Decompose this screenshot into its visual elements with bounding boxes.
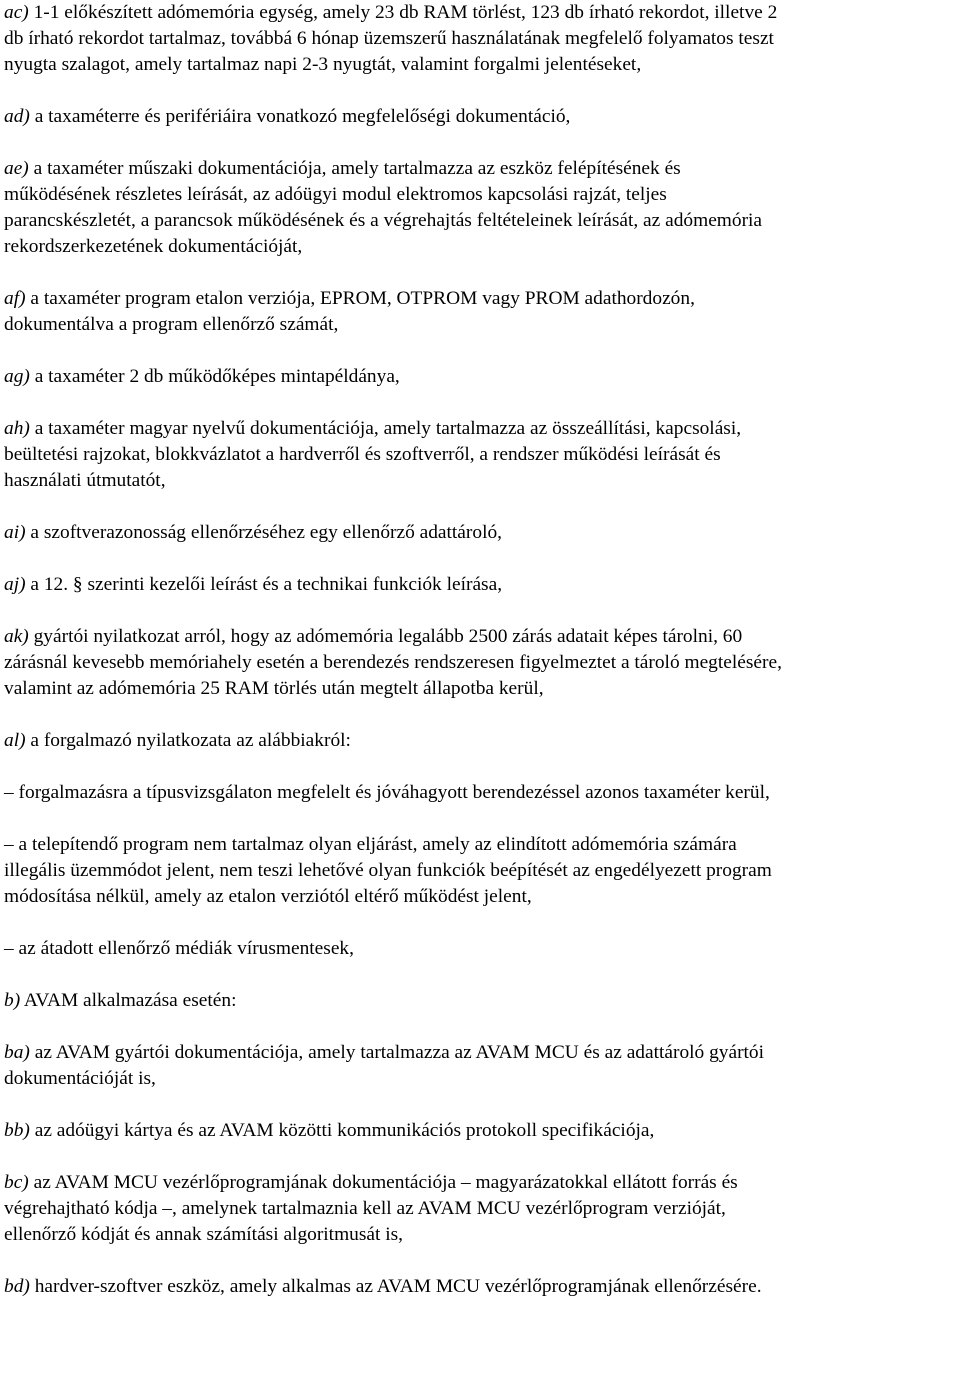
text-line (4, 1040, 956, 1066)
paragraph (4, 286, 956, 338)
paragraph (4, 780, 956, 806)
item-label: ac) (4, 2, 29, 23)
text-line (4, 208, 956, 234)
paragraph (4, 988, 956, 1014)
item-label: ba) (4, 1042, 30, 1063)
line-text: beültetési rajzokat, blokkvázlatot a hardverről és szoftverről, a rendszer működési leírását és (4, 444, 721, 465)
item-label: af) (4, 288, 26, 309)
line-text: módosítása nélkül, amely az etalon verziótól eltérő működést jelent, (4, 886, 532, 907)
text-line (4, 1066, 956, 1092)
line-text: – a telepítendő program nem tartalmaz olyan eljárást, amely az elindított adómemória számára (4, 834, 737, 855)
line-text: hardver-szoftver eszköz, amely alkalmas az AVAM MCU vezérlőprogramjának ellenőrzésére. (29, 1276, 762, 1297)
item-label: ad) (4, 106, 30, 127)
paragraph (4, 0, 956, 78)
item-label: bd) (4, 1276, 30, 1297)
text-line (4, 104, 956, 130)
text-line (4, 0, 956, 26)
paragraph (4, 624, 956, 702)
text-line (4, 1196, 956, 1222)
item-label: aj) (4, 574, 26, 595)
line-text: – forgalmazásra a típusvizsgálaton megfelelt és jóváhagyott berendezéssel azonos taxaméter kerül, (4, 782, 770, 803)
item-label: ag) (4, 366, 30, 387)
item-label: bb) (4, 1120, 30, 1141)
text-line (4, 650, 956, 676)
paragraph (4, 1274, 956, 1300)
line-text: a 12. § szerinti kezelői leírást és a technikai funkciók leírása, (25, 574, 503, 595)
text-line (4, 936, 956, 962)
text-line (4, 156, 956, 182)
line-text: a taxaméter 2 db működőképes mintapéldánya, (29, 366, 400, 387)
text-line (4, 312, 956, 338)
line-text: gyártói nyilatkozat arról, hogy az adómemória legalább 2500 zárás adatait képes tárolni, 60 (28, 626, 743, 647)
line-text: a taxaméter műszaki dokumentációja, amely tartalmazza az eszköz felépítésének és (28, 158, 681, 179)
line-text: dokumentációját is, (4, 1068, 156, 1089)
paragraph (4, 364, 956, 390)
text-line (4, 468, 956, 494)
document-body (4, 0, 956, 1326)
line-text: rekordszerkezetének dokumentációját, (4, 236, 303, 257)
paragraph (4, 1040, 956, 1092)
paragraph (4, 156, 956, 260)
text-line (4, 624, 956, 650)
item-label: ak) (4, 626, 29, 647)
paragraph (4, 832, 956, 910)
line-text: működésének részletes leírását, az adóügyi modul elektromos kapcsolási rajzát, teljes (4, 184, 667, 205)
text-line (4, 182, 956, 208)
item-label: ae) (4, 158, 29, 179)
text-line (4, 1118, 956, 1144)
paragraph (4, 520, 956, 546)
item-label: ai) (4, 522, 26, 543)
paragraph (4, 1170, 956, 1248)
text-line (4, 676, 956, 702)
paragraph (4, 104, 956, 130)
paragraph (4, 1118, 956, 1144)
line-text: parancskészletét, a parancsok működésének és a végrehajtás feltételeinek leírását, az adómemória (4, 210, 763, 231)
item-label: b) (4, 990, 21, 1011)
text-line (4, 26, 956, 52)
text-line (4, 780, 956, 806)
text-line (4, 52, 956, 78)
line-text: db írható rekordot tartalmaz, továbbá 6 hónap üzemszerű használatának megfelelő folyamatos teszt (4, 28, 774, 49)
line-text: ellenőrző kódját és annak számítási algoritmusát is, (4, 1224, 404, 1245)
text-line (4, 520, 956, 546)
text-line (4, 364, 956, 390)
line-text: az adóügyi kártya és az AVAM közötti kommunikációs protokoll specifikációja, (29, 1120, 655, 1141)
line-text: nyugta szalagot, amely tartalmaz napi 2-3 nyugtát, valamint forgalmi jelentéseket, (4, 54, 642, 75)
line-text: használati útmutatót, (4, 470, 166, 491)
paragraph (4, 728, 956, 754)
text-line (4, 286, 956, 312)
text-line (4, 234, 956, 260)
line-text: a szoftverazonosság ellenőrzéséhez egy ellenőrző adattároló, (25, 522, 502, 543)
line-text: AVAM alkalmazása esetén: (20, 990, 237, 1011)
paragraph (4, 572, 956, 598)
text-line (4, 1222, 956, 1248)
text-line (4, 884, 956, 910)
line-text: a taxaméter magyar nyelvű dokumentációja, amely tartalmazza az összeállítási, kapcsolási, (29, 418, 742, 439)
line-text: zárásnál kevesebb memóriahely esetén a berendezés rendszeresen figyelmeztet a tároló megtelésére, (4, 652, 782, 673)
text-line (4, 728, 956, 754)
line-text: a forgalmazó nyilatkozata az alábbiakról: (25, 730, 351, 751)
text-line (4, 416, 956, 442)
line-text: az AVAM gyártói dokumentációja, amely tartalmazza az AVAM MCU és az adattároló gyártói (29, 1042, 764, 1063)
line-text: illegális üzemmódot jelent, nem teszi lehetővé olyan funkciók beépítését az engedélyezett program (4, 860, 772, 881)
paragraph (4, 936, 956, 962)
line-text: 1-1 előkészített adómemória egység, amely 23 db RAM törlést, 123 db írható rekordot, illetve 2 (28, 2, 778, 23)
paragraph (4, 416, 956, 494)
line-text: valamint az adómemória 25 RAM törlés után megtelt állapotba kerül, (4, 678, 544, 699)
text-line (4, 572, 956, 598)
line-text: a taxaméter program etalon verziója, EPROM, OTPROM vagy PROM adathordozón, (25, 288, 695, 309)
line-text: – az átadott ellenőrző médiák vírusmentesek, (4, 938, 354, 959)
item-label: bc) (4, 1172, 29, 1193)
line-text: az AVAM MCU vezérlőprogramjának dokumentációja – magyarázatokkal ellátott forrás és (28, 1172, 738, 1193)
text-line (4, 832, 956, 858)
text-line (4, 858, 956, 884)
line-text: végrehajtható kódja –, amelynek tartalmaznia kell az AVAM MCU vezérlőprogram verzióját, (4, 1198, 726, 1219)
item-label: al) (4, 730, 26, 751)
text-line (4, 1170, 956, 1196)
text-line (4, 1274, 956, 1300)
line-text: a taxaméterre és perifériáira vonatkozó megfelelőségi dokumentáció, (29, 106, 571, 127)
text-line (4, 442, 956, 468)
line-text: dokumentálva a program ellenőrző számát, (4, 314, 339, 335)
item-label: ah) (4, 418, 30, 439)
text-line (4, 988, 956, 1014)
